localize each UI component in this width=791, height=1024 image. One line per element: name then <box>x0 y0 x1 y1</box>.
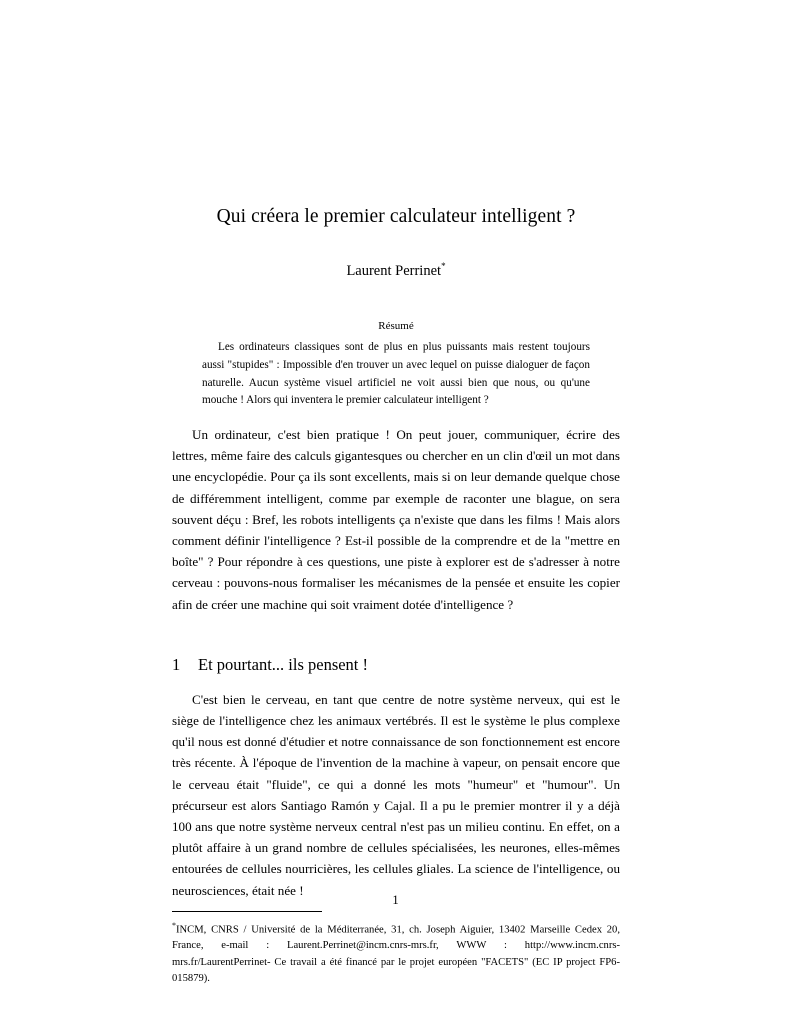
footnote-marker: * <box>172 920 176 930</box>
footnote <box>172 920 620 987</box>
intro-paragraph: Un ordinateur, c'est bien pratique ! On peut jouer, communiquer, écrire des lettres, même faire des calculs gigantesques ou chercher en un clin d'œil un mot dans une encyclopédie. Pour ça ils sont excellents, mais si on leur demande quelque chose de différemment intelligent, comme par exemple de raconter une blague, on sera souvent déçu : Bref, les robots intelligents ça n'existe que dans les films ! Mais alors comment définir l'intelligence ? Est-il possible de la comprendre et de la "mettre en boîte" ? Pour répondre à ces questions, une piste à explorer est de s'adresser à notre cerveau : pouvons-nous formaliser les mécanismes de la pensée et ensuite les copier afin de créer une machine qui soit vraiment dotée d'intelligence ? <box>172 426 620 612</box>
footnote-divider <box>172 911 322 912</box>
author-name: Laurent Perrinet <box>346 263 442 280</box>
page-title: Qui créera le premier calculateur intelligent ? <box>216 206 576 227</box>
footnote-text: INCM, CNRS / Université de la Méditerranée, 31, ch. Joseph Aiguier, 13402 Marseille Cedex 20, France, e-mail : Laurent.Perrinet@incm.cnrs-mrs.fr, WWW : http://www.incm.cnrs-mrs.fr/LaurentPerrinet- Ce travail a été financé par le projet européen "FACETS" (EC IP project FP6-015879). <box>172 924 620 984</box>
section-heading-1 <box>172 655 620 675</box>
page-number: 1 <box>392 893 399 907</box>
section-1-paragraph: C'est bien le cerveau, en tant que centre de notre système nerveux, qui est le siège de l'intelligence chez les animaux vertébrés. Il est le système le plus complexe qu'il nous est donné d'étudier et notre connaissance de son fonctionnement est encore très récente. À l'époque de l'invention de la machine à vapeur, on pensait encore que le cerveau était "fluide", ce qui a donné les mots "humeur" et "humour". Un précurseur est alors Santiago Ramón y Cajal. Il a pu le premier montrer il y a déjà 100 ans que notre système nerveux central n'est pas un milieu continu. En effet, on a plutôt affaire à un grand nombre de cellules spécialisées, les neurones, elles-mêmes entourées de cellules nourricières, les cellules gliales. La science de l'intelligence, ou neurosciences, était née ! <box>172 691 620 898</box>
abstract <box>172 320 620 410</box>
section-number-1: 1 <box>172 654 181 674</box>
abstract-text: Les ordinateurs classiques sont de plus en plus puissants mais restent toujours aussi "stupides" : Impossible d'en trouver un avec lequel on puisse dialoguer de façon naturelle. Aucun système visuel artificiel ne voit aussi bien que nous, ou qu'une mouche ! Alors qui inventera le premier calculateur intelligent ? <box>202 341 590 407</box>
abstract-heading: Résumé <box>378 320 414 333</box>
section-title-1: Et pourtant... ils pensent ! <box>198 654 369 674</box>
author-line <box>172 261 620 280</box>
author-footnote-marker: * <box>441 261 446 272</box>
page-content <box>172 0 620 987</box>
